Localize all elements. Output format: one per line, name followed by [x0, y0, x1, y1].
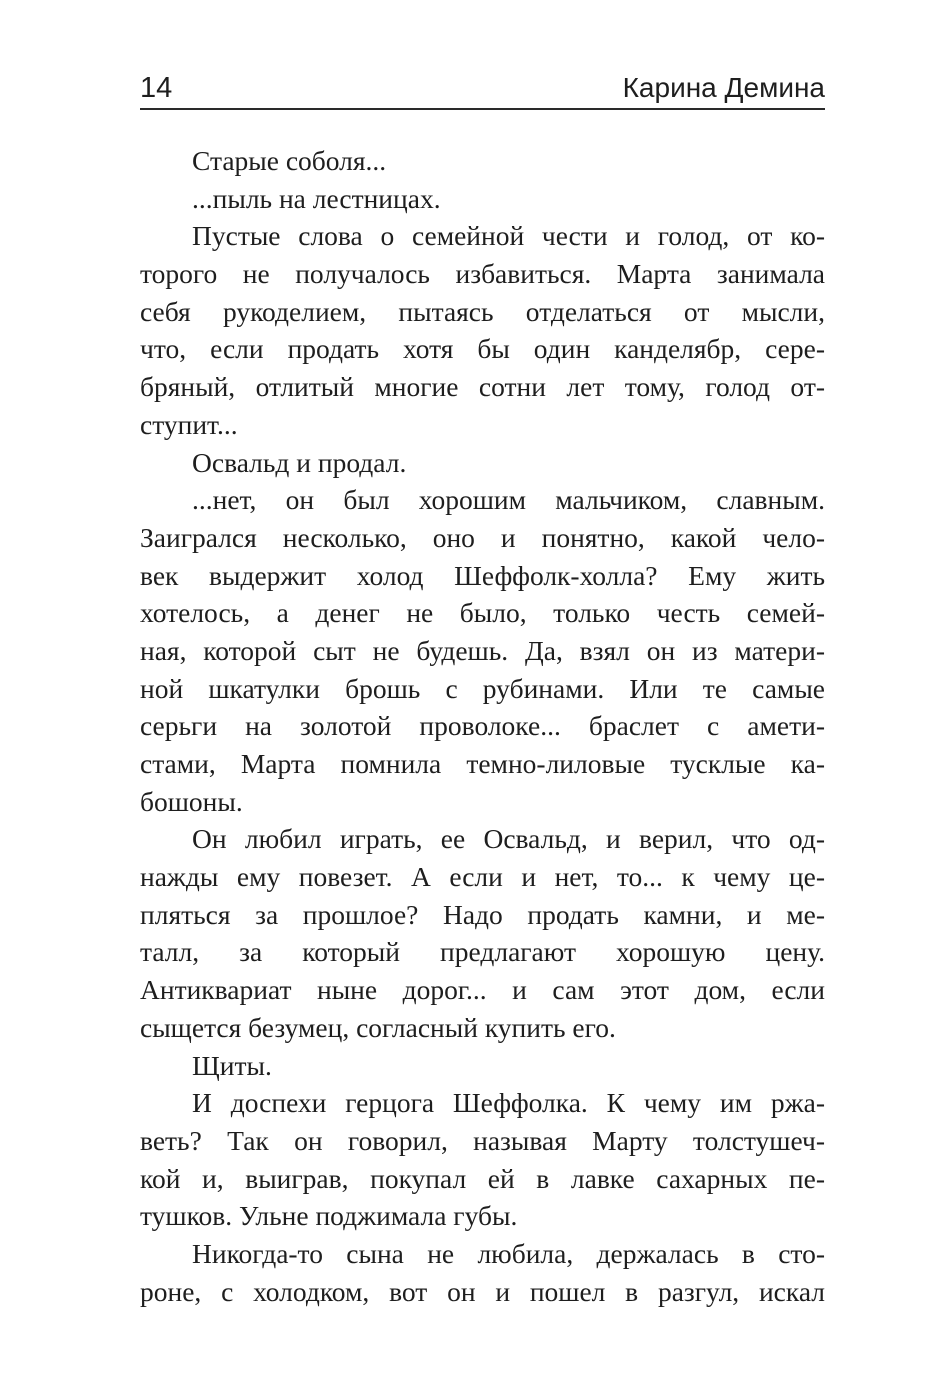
text-line: Он любил играть, ее Освальд, и верил, что од- [192, 823, 825, 855]
text-line: себя рукоделием, пытаясь отделаться от мысли, [140, 295, 825, 327]
text-line: тушков. Ульне поджимала губы. [140, 1200, 518, 1232]
text-line: ...нет, он был хорошим мальчиком, славным. [192, 484, 825, 516]
text-line: нажды ему повезет. А если и нет, то... к чему це- [140, 861, 825, 893]
text-line: Заигрался несколько, оно и понятно, какой чело- [140, 521, 825, 553]
text-line: хотелось, а денег не было, только честь семей- [140, 597, 825, 629]
text-line: серьги на золотой проволоке... браслет с амети- [140, 710, 825, 742]
text-line: бошоны. [140, 785, 243, 817]
text-line: И доспехи герцога Шеффолка. К чему им ржа- [192, 1087, 825, 1119]
text-line: Антиквариат ныне дорог... и сам этот дом, если [140, 974, 825, 1006]
text-line: пляться за прошлое? Надо продать камни, и ме- [140, 898, 825, 930]
text-line: Освальд и продал. [192, 446, 407, 478]
text-line: торого не получалось избавиться. Марта занимала [140, 258, 825, 290]
text-line: ная, которой сыт не будешь. Да, взял он из матери- [140, 634, 825, 666]
text-line: Пустые слова о семейной чести и голод, от ко- [192, 220, 825, 252]
text-line: сыщется безумец, согласный купить его. [140, 1011, 616, 1043]
running-head [140, 68, 825, 110]
text-line: талл, за который предлагают хорошую цену. [140, 936, 825, 968]
text-line: что, если продать хотя бы один канделябр, сере- [140, 333, 825, 365]
text-line: ной шкатулки брошь с рубинами. Или те самые [140, 672, 825, 704]
text-line: бряный, отлитый многие сотни лет тому, голод от- [140, 371, 825, 403]
text-line: веть? Так он говорил, называя Марту толстушеч- [140, 1124, 825, 1156]
author-name: Карина Демина [622, 72, 825, 103]
page-number: 14 [140, 72, 173, 104]
text-line: Никогда-то сына не любила, держалась в сто- [192, 1237, 825, 1269]
text-body [140, 142, 825, 1310]
text-line: век выдержит холод Шеффолк-холла? Ему жить [140, 559, 825, 591]
text-line: кой и, выиграв, покупал ей в лавке сахарных пе- [140, 1162, 825, 1194]
text-line: ступит... [140, 408, 238, 440]
text-line: ...пыль на лестницах. [192, 182, 441, 214]
text-line: стами, Марта помнила темно-лиловые тусклые ка- [140, 748, 825, 779]
text-line: Щиты. [192, 1049, 272, 1081]
text-line: роне, с холодком, вот он и пошел в разгул, искал [140, 1275, 825, 1307]
text-line: Старые соболя... [192, 145, 387, 176]
